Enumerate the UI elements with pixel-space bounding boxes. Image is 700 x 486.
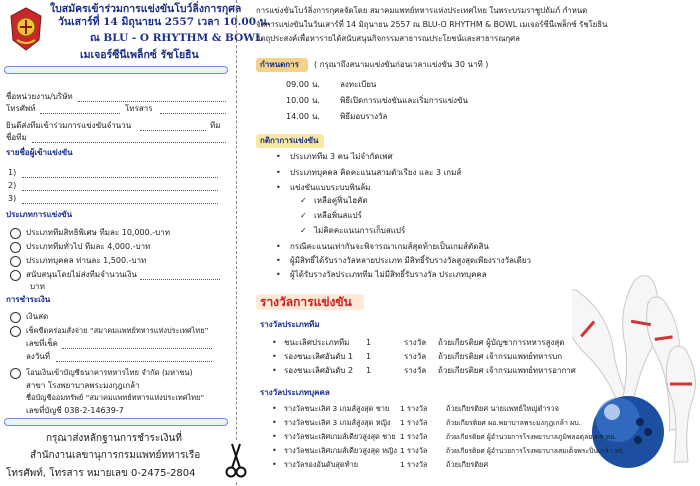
team-prize-3-desc: ถ้วยเกียรติยศ เจ้ากรมแพทย์ทหารอากาศ <box>438 366 576 375</box>
cheque-no-field[interactable] <box>62 348 212 349</box>
pay-heading: การชำระเงิน <box>6 295 51 304</box>
pay-account-number: เลขที่บัญชี 038-2-14639-7 <box>26 406 124 415</box>
type-radio-2[interactable] <box>10 242 21 253</box>
indiv-prize-2-n: 1 รางวัล <box>400 418 428 427</box>
rule-bullet-3: • <box>276 183 281 192</box>
sched-unit-1: น. <box>312 80 321 89</box>
indiv-prize-4-name: รางวัลชนะเลิศเกมส์เดียวสูงสุด หญิง <box>284 446 397 455</box>
intro-line-3: วัตถุประสงค์เพื่อหารายได้สนับสนุนกิจกรรมสาธารณประโยชน์และสาธารณกุศล <box>256 34 520 43</box>
rule-bullet-4: • <box>276 242 281 251</box>
indiv-prize-1-desc: ถ้วยเกียรติยศ นายแพทย์ใหญ่ตำรวจ <box>446 404 559 413</box>
member-3-field[interactable] <box>22 203 218 204</box>
indiv-bullet-3: • <box>272 432 277 441</box>
rule-6: ผู้ได้รับรางวัลประเภททีม ไม่มีสิทธิ์รับรางวัล ประเภทบุคคล <box>290 270 487 279</box>
donation-field[interactable] <box>140 279 220 280</box>
rule-bullet-1: • <box>276 152 281 161</box>
pay-radio-cash[interactable] <box>10 312 21 323</box>
fax-label: โทรสาร <box>125 104 153 113</box>
rule-2: ประเภทบุคคล คิดคะแนนสามตัวเรียง และ 3 เกมส์ <box>290 168 462 177</box>
fax-field[interactable] <box>160 113 226 114</box>
sched-item-3: พิธีมอบรางวัล <box>340 112 388 121</box>
cut-line <box>236 0 237 485</box>
type-radio-3[interactable] <box>10 256 21 267</box>
rule-bullet-6: • <box>276 270 281 279</box>
sched-time-2: 10.00 <box>286 96 309 105</box>
divider-pill <box>4 66 228 74</box>
team-prize-2-unit: รางวัล <box>404 352 427 361</box>
prizes-heading: รางวัลการแข่งขัน <box>260 295 352 309</box>
intro-line-1: การแข่งขันโบว์ลิ่งการกุศลจัดโดย สมาคมแพทย์ทหารแห่งประเทศไทย ในพระบรมราชูปถัมภ์ กำหนด <box>256 6 588 15</box>
subrule-1: เหลือคู่ฟิ่นไฮคัด <box>314 196 368 205</box>
indiv-prize-2-name: รางวัลชนะเลิศ 3 เกมส์สูงสุด หญิง <box>284 418 391 427</box>
rule-1: ประเภททีม 3 คน ไม่จำกัดเพศ <box>290 152 393 161</box>
footer-line-1: กรุณาส่งหลักฐานการชำระเงินที่ <box>46 433 182 444</box>
right-panel <box>242 0 700 485</box>
org-label: ชื่อหน่วยงาน/บริษัท <box>6 92 73 101</box>
intent-label: ยินดีส่งทีมเข้าร่วมการแข่งขันจำนวน <box>6 121 132 130</box>
type-option-1: ประเภททีมสิทธิพิเศษ ทีมละ 10,000.-บาท <box>26 228 170 237</box>
team-bullet-2: • <box>272 352 277 361</box>
rule-4: กรณีคะแนนเท่ากันจะพิจารณาเกมส์สุดท้ายเป็นเกมส์ตัดสิน <box>290 242 489 251</box>
indiv-prize-3-desc: ถ้วยเกียรติยศ ผู้อำนวยการโรงพยาบาลภูมิพลอดุลยเดช พอ. <box>446 433 617 441</box>
team-prize-3-unit: รางวัล <box>404 366 427 375</box>
indiv-bullet-1: • <box>272 404 277 413</box>
pay-radio-transfer[interactable] <box>10 368 21 379</box>
cheque-date-field[interactable] <box>56 361 212 362</box>
team-prize-2-n: 1 <box>366 352 372 361</box>
sched-unit-3: น. <box>312 112 321 121</box>
member-1: 1) <box>8 168 17 177</box>
indiv-prize-4-desc: ถ้วยเกียรติยศ ผู้อำนวยการโรงพยาบาลสมเด็จพระปิ่นเกล้า พร. <box>446 447 625 455</box>
indiv-prize-1-n: 1 รางวัล <box>400 404 428 413</box>
indiv-prize-2-desc: ถ้วยเกียรติยศ ผอ.พยาบาลพระมงกุฎเกล้า ผบ. <box>446 419 581 427</box>
rule-3: แข่งขันแบบระบบพินล้ม <box>290 183 371 192</box>
emblem-logo <box>8 6 44 52</box>
phone-label: โทรศัพท์ <box>6 104 36 113</box>
subrule-3: ไม่คิดคะแนนการเก็บสแปร์ <box>314 226 406 235</box>
team-prize-3-name: รองชนะเลิศอันดับ 2 <box>284 366 354 375</box>
venue-line-1: ณ BLU - O RHYTHM & BOWL <box>90 32 263 44</box>
type-option-4: สนับสนุนโดยไม่ส่งทีมจำนวนเงิน <box>26 270 137 279</box>
divider-pill-bottom <box>4 418 228 426</box>
type-heading: ประเภทการแข่งขัน <box>6 210 73 219</box>
pay-account-name: ชื่อบัญชีออมทรัพย์ “สมาคมแพทย์ทหารแห่งประเทศไทย” <box>26 393 205 402</box>
type-radio-4[interactable] <box>10 270 21 281</box>
form-title: ใบสมัครเข้าร่วมการแข่งขันโบว์ลิ่งการกุศล <box>50 3 242 15</box>
rule-bullet-5: • <box>276 256 281 265</box>
team-prize-1-unit: รางวัล <box>404 338 427 347</box>
type-option-2: ประเภททีมทั่วไป ทีมละ 4,000.-บาท <box>26 242 151 251</box>
team-prize-1-n: 1 <box>366 338 372 347</box>
subrule-2: เหลือพิ่นสแปร์ <box>314 211 362 220</box>
member-2-field[interactable] <box>22 190 218 191</box>
pay-radio-cheque[interactable] <box>10 326 21 337</box>
sched-item-2: พิธีเปิดการแข่งขันและเริ่มการแข่งขัน <box>340 96 469 105</box>
type-option-3: ประเภทบุคคล ท่านละ 1,500.-บาท <box>26 256 147 265</box>
team-name-field[interactable] <box>32 142 226 143</box>
sched-time-1: 09.00 <box>286 80 309 89</box>
team-bullet-1: • <box>272 338 277 347</box>
footer-line-3: โทรศัพท์, โทรสาร หมายเลข 0-2475-2804 <box>6 468 196 479</box>
pay-cash: เงินสด <box>26 312 49 321</box>
schedule-heading: กำหนดการ <box>260 60 299 69</box>
sched-item-1: ลงทะเบียน <box>340 80 377 89</box>
member-2: 2) <box>8 181 17 190</box>
intro-line-2: จัดการแข่งขันในวันเสาร์ที่ 14 มิถุนายน 2557 ณ BLU-O RHYTHM & BOWL เมเจอร์ซีนีเพล็กซ์ รัชโยธิน <box>256 20 608 29</box>
indiv-prize-3-name: รางวัลชนะเลิศเกมส์เดียวสูงสุด ชาย <box>284 432 396 441</box>
venue-line-2: เมเจอร์ซีนีเพล็กซ์ รัชโยธิน <box>80 49 199 61</box>
team-prize-1-desc: ถ้วยเกียรติยศ ผู้บัญชาการทหารสูงสุด <box>438 338 565 347</box>
indiv-bullet-2: • <box>272 418 277 427</box>
indiv-prizes-heading: รางวัลประเภทบุคคล <box>260 388 330 397</box>
rule-5: ผู้มีสิทธิ์ได้รับรางวัลหลายประเภท มีสิทธิ์รับรางวัลสูงสุดเพียงรางวัลเดียว <box>290 256 531 265</box>
schedule-note: ( กรุณาถึงสนามแข่งขันก่อนเวลาแข่งขัน 30 นาที ) <box>314 60 489 69</box>
indiv-prize-3-n: 1 รางวัล <box>400 432 428 441</box>
teams-count-field[interactable] <box>140 130 206 131</box>
rules-heading: กติกาการแข่งขัน <box>260 136 319 145</box>
member-3: 3) <box>8 194 17 203</box>
sched-unit-2: น. <box>312 96 321 105</box>
teams-unit: ทีม <box>210 121 221 130</box>
pay-cheque: เช็คขีดคร่อมสั่งจ่าย “สมาคมแพทย์ทหารแห่งประเทศไทย” <box>26 326 209 335</box>
type-radio-1[interactable] <box>10 228 21 239</box>
left-panel <box>0 0 271 485</box>
cheque-no-label: เลขที่เช็ค <box>26 339 58 348</box>
indiv-bullet-5: • <box>272 460 277 469</box>
indiv-prize-4-n: 1 รางวัล <box>400 446 428 455</box>
pay-transfer: โอนเงินเข้าบัญชีธนาคารทหารไทย จำกัด (มหาชน) <box>26 368 193 377</box>
indiv-prize-5-desc: ถ้วยเกียรติยศ <box>446 460 489 469</box>
team-name-label: ชื่อทีม <box>6 133 27 142</box>
check-icon: ✓ <box>300 196 307 205</box>
team-prize-2-name: รองชนะเลิศอันดับ 1 <box>284 352 354 361</box>
indiv-bullet-4: • <box>272 446 277 455</box>
check-icon: ✓ <box>300 226 307 235</box>
indiv-prize-5-name: รางวัลรองอันดับสุดท้าย <box>284 460 359 469</box>
rule-bullet-2: • <box>276 168 281 177</box>
team-bullet-3: • <box>272 366 277 375</box>
sched-time-3: 14.00 <box>286 112 309 121</box>
team-prize-3-n: 1 <box>366 366 372 375</box>
footer-line-2: สำนักงานเลขานุการกรมแพทย์ทหารเรือ <box>30 450 201 461</box>
phone-field[interactable] <box>40 113 120 114</box>
org-field[interactable] <box>78 101 226 102</box>
date-line: วันเสาร์ที่ 14 มิถุนายน 2557 เวลา 10.00 น. <box>58 16 271 28</box>
team-prize-2-desc: ถ้วยเกียรติยศ เจ้ากรมแพทย์ทหารบก <box>438 352 563 361</box>
check-icon: ✓ <box>300 211 307 220</box>
member-1-field[interactable] <box>22 177 218 178</box>
indiv-prize-5-n: 1 รางวัล <box>400 460 428 469</box>
team-prize-1-name: ชนะเลิศประเภททีม <box>284 338 350 347</box>
members-heading: รายชื่อผู้เข้าแข่งขัน <box>6 148 73 157</box>
cheque-date-label: ลงวันที่ <box>26 352 51 361</box>
team-prizes-heading: รางวัลประเภททีม <box>260 320 320 329</box>
indiv-prize-1-name: รางวัลชนะเลิศ 3 เกมส์สูงสุด ชาย <box>284 404 390 413</box>
baht-unit: บาท <box>30 282 45 291</box>
pay-branch: สาขา โรงพยาบาลพระมงกุฎเกล้า <box>26 381 140 390</box>
